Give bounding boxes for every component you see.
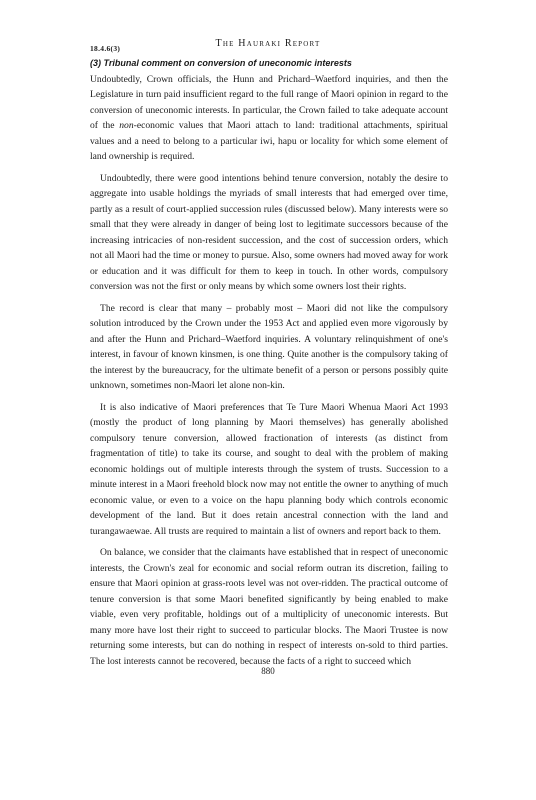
paragraph-4: It is also indicative of Maori preferences that Te Ture Maori Whenua Maori Act 1993 (mostly the product of long planning by Maori themselves) has generally abolished compulsory tenure conversion, allowed fractionation of interests (as distinct from fragmentation of title) to take its course, and sought to deal with the problem of making economic holdings out of multiple interests through the system of trusts. Succession to a minute interest in a Maori freehold block now may not entitle the owner to anything of much economic value, or even to a voice on the hapu planning body which controls economic development of the land. But it does retain ancestral connection with the land and turangawaewae. All trusts are required to maintain a list of owners and report back to them. <box>90 401 448 537</box>
paragraph-1 <box>90 72 448 165</box>
section-number: 18.4.6(3) <box>90 44 121 53</box>
paragraph-1-text-b: -economic values that Maori attach to land: traditional attachments, spiritual values and a need to belong to a particular iwi, hapu or locality for which some element of land ownership is required. <box>90 120 448 162</box>
section-heading: (3) Tribunal comment on conversion of uneconomic interests <box>90 58 352 68</box>
paragraph-1-emphasis: non <box>119 120 134 131</box>
running-head: The Hauraki Report <box>215 38 321 49</box>
paragraph-5: On balance, we consider that the claimants have established that in respect of uneconomic interests, the Crown's zeal for economic and social reform outran its discretion, failing to ensure that Maori opinion at grass-roots level was not over-ridden. The practical outcome of tenure conversion is that some Maori benefited significantly by being enabled to make viable, even very profitable, holdings out of a multiplicity of uneconomic interests. But many more have lost their right to succeed to particular blocks. The Maori Trustee is now returning some interests, but can do nothing in respect of interests on-sold to third parties. The lost interests cannot be recovered, because the facts of a right to succeed which <box>90 547 448 667</box>
paragraph-3: The record is clear that many – probably most – Maori did not like the compulsory solution introduced by the Crown under the 1953 Act and applied even more vigorously by and after the Hunn and Prichard–Waetford inquiries. A voluntary relinquishment of one's interest, in favour of known kinsmen, is one thing. Quite another is the compulsory taking of the interest by the bureaucracy, for the ultimate benefit of a person or persons possibly quite unknown, sometimes non-Maori let alone non-kin. <box>90 302 448 391</box>
page-number: 880 <box>261 666 275 676</box>
body-text <box>90 56 448 675</box>
paragraph-1-text-a: Undoubtedly, Crown officials, the Hunn and Prichard–Waetford inquiries, and then the Legislature in turn paid insufficient regard to the full range of Maori opinion in regard to the conversion of uneconomic interests. In particular, the Crown failed to take adequate account of the <box>90 73 448 131</box>
paragraph-2: Undoubtedly, there were good intentions behind tenure conversion, notably the desire to aggregate into usable holdings the myriads of small interests that had emerged over time, partly as a result of court-applied succession rules (discussed below). Many interests were so small that they were already in danger of being lost to legitimate successors because of the increasing intricacies of non-resident succession, and the cost of succession orders, which not all Maori had the time or money to pursue. Also, some owners had moved away for work or education and it was difficult for them to keep in touch. In other words, compulsory conversion was not the first or only means by which some owners lost their rights. <box>90 172 448 292</box>
